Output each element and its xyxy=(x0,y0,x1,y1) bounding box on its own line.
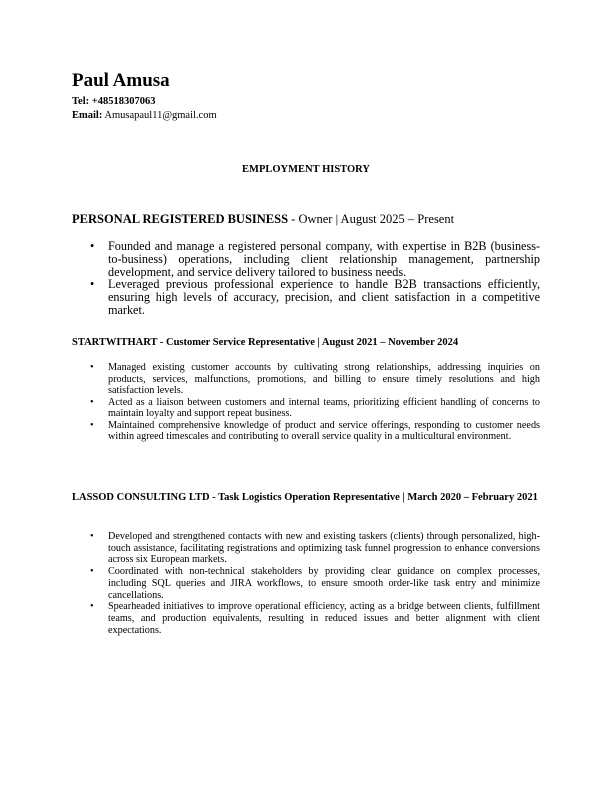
email-line xyxy=(72,110,217,121)
phone-label: Tel: xyxy=(72,96,90,107)
list-item xyxy=(90,396,540,420)
company-name: STARTWITHART xyxy=(72,337,158,348)
email-value: Amusapaul11@gmail.com xyxy=(104,110,217,121)
bullet-text: Maintained comprehensive knowledge of product and service offerings, responding to customer needs within agreed timescales and contributing to overall service quality in a multicultural environment. xyxy=(108,419,540,442)
section-heading: EMPLOYMENT HISTORY xyxy=(242,164,370,175)
bullet-text: Developed and strengthened contacts with new and existing taskers (clients) through personalized, high-touch assistance, facilitating registrations and optimizing task funnel progression to enhance conversions across six European markets. xyxy=(108,531,540,566)
bullet-icon: • xyxy=(90,277,95,292)
list-item xyxy=(90,566,540,601)
company-name: PERSONAL REGISTERED BUSINESS xyxy=(72,212,289,226)
bullet-icon: • xyxy=(90,396,94,408)
job-title xyxy=(72,212,540,227)
bullet-icon: • xyxy=(90,566,94,578)
list-item xyxy=(90,239,540,279)
candidate-name: Paul Amusa xyxy=(72,70,170,91)
phone-line xyxy=(72,96,155,107)
list-item xyxy=(90,531,540,566)
bullet-icon: • xyxy=(90,362,94,373)
phone-value: +48518307063 xyxy=(91,96,156,107)
bullet-text: Spearheaded initiatives to improve operational efficiency, acting as a bridge between clients, fulfillment teams, and production equivalents, resulting in reduced issues and better alignment with client expectations. xyxy=(108,601,540,636)
job-title xyxy=(72,491,540,505)
list-item xyxy=(90,277,540,317)
company-name: LASSOD CONSULTING LTD xyxy=(72,492,210,503)
bullet-text: Leveraged previous professional experience to handle B2B transactions efficiently, ensuring high levels of accuracy, precision, and client satisfaction in a competitive market. xyxy=(108,277,540,317)
job-bullets xyxy=(90,531,540,636)
bullet-text: Founded and manage a registered personal company, with expertise in B2B (business-to-business) operations, including client relationship management, partnership development, and service delivery tailored to business needs. xyxy=(108,239,540,279)
bullet-text: Acted as a liaison between customers and internal teams, prioritizing efficient handling of concerns to maintain loyalty and support repeat business. xyxy=(108,396,540,419)
bullet-icon: • xyxy=(90,531,94,542)
job-bullets xyxy=(90,239,540,317)
job-details: - Customer Service Representative | August 2021 – November 2024 xyxy=(157,337,459,348)
list-item xyxy=(90,419,540,443)
job-title xyxy=(72,337,540,348)
bullet-icon: • xyxy=(90,601,94,613)
job-details: - Task Logistics Operation Representative | March 2020 – February 2021 xyxy=(209,492,538,503)
job-details: - Owner | August 2025 – Present xyxy=(288,212,455,226)
list-item xyxy=(90,601,540,636)
bullet-icon: • xyxy=(90,239,95,253)
bullet-text: Coordinated with non-technical stakeholders by providing clear guidance on complex processes, including SQL queries and JIRA workflows, to ensure smooth order-like task entry and minimize cancellations. xyxy=(108,566,540,601)
list-item xyxy=(90,362,540,397)
bullet-icon: • xyxy=(90,419,94,431)
job-bullets xyxy=(90,362,540,443)
bullet-text: Managed existing customer accounts by cultivating strong relationships, addressing inquiries on products, services, malfunctions, promotions, and billing to ensure timely resolutions and high satisfaction levels. xyxy=(108,362,540,396)
email-label: Email: xyxy=(72,110,103,121)
